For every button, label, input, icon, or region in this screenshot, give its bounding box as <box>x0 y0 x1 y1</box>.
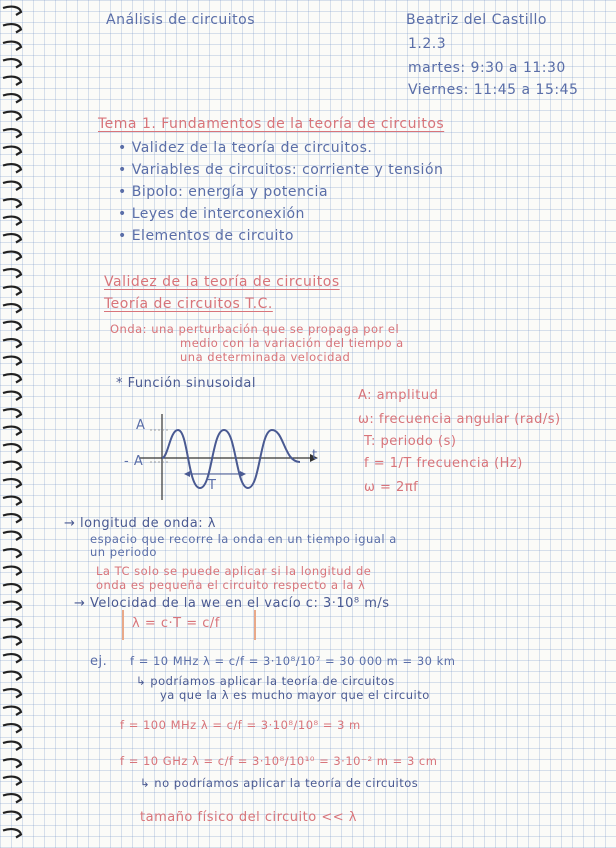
spiral-ring <box>3 304 21 312</box>
velocity-line: → Velocidad de la we en el vacío c: 3·10⁸ m/s <box>74 596 390 611</box>
spiral-ring <box>3 724 21 732</box>
funcion-title: * Función sinusoidal <box>116 376 256 391</box>
spiral-ring <box>3 549 21 557</box>
spiral-ring <box>3 602 21 610</box>
spiral-ring <box>3 584 21 592</box>
example-label: ej. <box>90 654 108 669</box>
spiral-ring <box>3 409 21 417</box>
subject-title: Análisis de circuitos <box>106 12 256 28</box>
spiral-ring <box>3 147 21 155</box>
spiral-ring <box>3 42 21 50</box>
spiral-ring <box>3 427 21 435</box>
spiral-ring <box>3 514 21 522</box>
spiral-ring <box>3 567 21 575</box>
wavelength-formula: λ = c·T = c/f <box>132 616 220 631</box>
spiral-ring <box>3 94 21 102</box>
tema-item-bipolo: • Bipolo: energía y potencia <box>118 184 329 200</box>
spiral-ring <box>3 707 21 715</box>
plot-label-period: T <box>208 478 217 493</box>
spiral-ring <box>3 444 21 452</box>
def-frequency: f = 1/T frecuencia (Hz) <box>364 456 523 471</box>
period-arrow-left <box>184 471 190 477</box>
example-10ghz: f = 10 GHz λ = c/f = 3·10⁸/10¹⁰ = 3·10⁻² m = 3 cm <box>120 754 438 768</box>
onda-definition-2: medio con la variación del tiempo a <box>180 336 404 350</box>
def-omega: ω = 2πf <box>364 480 419 495</box>
spiral-ring <box>3 112 21 120</box>
spiral-ring <box>3 234 21 242</box>
longitud-def-1: espacio que recorre la onda en un tiempo igual a <box>90 532 397 546</box>
example-100mhz: f = 100 MHz λ = c/f = 3·10⁸/10⁸ = 3 m <box>120 718 361 732</box>
spiral-ring <box>3 812 21 820</box>
spiral-ring <box>3 829 21 837</box>
tc-condition-1: La TC solo se puede aplicar si la longitud de <box>96 564 372 578</box>
example-10mhz-note-2: ya que la λ es mucho mayor que el circuito <box>160 688 430 702</box>
spiral-ring <box>3 269 21 277</box>
longitud-def-2: un periodo <box>90 545 157 559</box>
example-10mhz-note-1: ↳ podríamos aplicar la teoría de circuitos <box>136 674 395 688</box>
plot-label-neg-amplitude: - A <box>124 454 144 469</box>
spiral-ring <box>3 479 21 487</box>
def-amplitude: A: amplitud <box>358 388 439 403</box>
schedule-tuesday: martes: 9:30 a 11:30 <box>408 60 566 76</box>
spiral-ring <box>3 392 21 400</box>
spiral-ring <box>3 619 21 627</box>
plot-label-time: t <box>312 448 318 463</box>
spiral-ring <box>3 164 21 172</box>
example-10mhz: f = 10 MHz λ = c/f = 3·10⁸/10⁷ = 30 000 m = 30 km <box>130 654 456 668</box>
section-validez-title: Validez de la teoría de circuitos <box>104 274 340 290</box>
def-angular-frequency: ω: frecuencia angular (rad/s) <box>358 412 561 427</box>
spiral-binding <box>0 0 24 848</box>
spiral-ring <box>3 182 21 190</box>
spiral-ring <box>3 777 21 785</box>
group-code: 1.2.3 <box>408 36 447 52</box>
spiral-ring <box>3 672 21 680</box>
schedule-friday: Viernes: 11:45 a 15:45 <box>408 82 579 98</box>
onda-definition-3: una determinada velocidad <box>180 350 351 364</box>
spiral-ring <box>3 287 21 295</box>
spiral-ring <box>3 339 21 347</box>
period-arrow-right <box>240 471 246 477</box>
spiral-ring <box>3 637 21 645</box>
spiral-ring <box>3 129 21 137</box>
spiral-ring <box>3 689 21 697</box>
tema-item-leyes: • Leyes de interconexión <box>118 206 305 222</box>
spiral-ring <box>3 59 21 67</box>
spiral-ring <box>3 532 21 540</box>
spiral-ring <box>3 742 21 750</box>
sine-curve <box>162 430 300 488</box>
longitud-title: → longitud de onda: λ <box>64 516 216 531</box>
example-10ghz-note: ↳ no podríamos aplicar la teoría de circuitos <box>140 776 419 790</box>
spiral-ring <box>3 217 21 225</box>
section-tc-subtitle: Teoría de circuitos T.C. <box>104 296 273 312</box>
spiral-ring <box>3 7 21 15</box>
spiral-ring <box>3 462 21 470</box>
spiral-ring <box>3 374 21 382</box>
spiral-ring <box>3 759 21 767</box>
tema-item-elementos: • Elementos de circuito <box>118 228 294 244</box>
def-period: T: periodo (s) <box>364 434 457 449</box>
spiral-ring <box>3 24 21 32</box>
onda-definition-1: Onda: una perturbación que se propaga por el <box>110 322 400 336</box>
author-name: Beatriz del Castillo <box>406 12 547 28</box>
spiral-ring <box>3 77 21 85</box>
tema-item-validez: • Validez de la teoría de circuitos. <box>118 140 373 156</box>
spiral-ring <box>3 654 21 662</box>
plot-label-amplitude: A <box>136 418 146 433</box>
tc-condition-2: onda es pequeña el circuito respecto a la λ <box>96 578 366 592</box>
spiral-ring <box>3 322 21 330</box>
spiral-ring <box>3 794 21 802</box>
final-condition: tamaño físico del circuito << λ <box>140 810 357 825</box>
spiral-ring <box>3 497 21 505</box>
tema-title: Tema 1. Fundamentos de la teoría de circuitos <box>98 116 445 132</box>
spiral-ring <box>3 357 21 365</box>
tema-item-variables: • Variables de circuitos: corriente y tensión <box>118 162 444 178</box>
spiral-ring <box>3 252 21 260</box>
spiral-ring <box>3 199 21 207</box>
